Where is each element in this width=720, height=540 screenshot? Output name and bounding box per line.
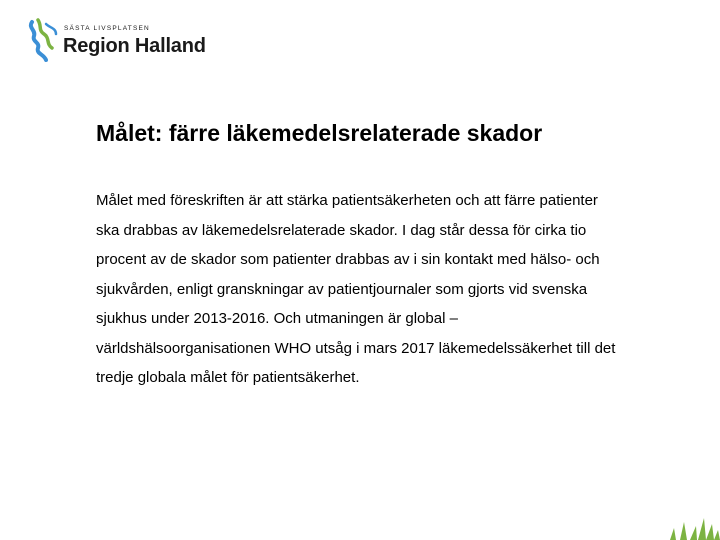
- region-halland-logo: [26, 18, 206, 66]
- slide-title: Målet: färre läkemedelsrelaterade skador: [96, 120, 543, 146]
- body-line: procent av de skador som patienter drabbas av i sin kontakt med hälso- och: [96, 251, 600, 268]
- grass-decoration-icon: [660, 500, 720, 540]
- body-line: ska drabbas av läkemedelsrelaterade skador. I dag står dessa för cirka tio: [96, 221, 587, 239]
- logo-name: Region Halland: [63, 35, 206, 57]
- body-line: Målet med föreskriften är att stärka patientsäkerheten och att färre patienter: [96, 192, 598, 209]
- region-halland-logo-icon: [26, 18, 62, 62]
- body-line: tredje globala målet för patientsäkerhet.: [96, 369, 360, 386]
- body-line: sjukhus under 2013-2016. Och utmaningen är global –: [96, 310, 458, 327]
- slide-body: [96, 186, 676, 393]
- body-line: världshälsoorganisationen WHO utsåg i mars 2017 läkemedelssäkerhet till det: [96, 339, 616, 357]
- logo-tagline: SÄSTA LIVSPLATSEN: [64, 25, 150, 32]
- body-line: sjukvården, enligt granskningar av patientjournaler som gjorts vid svenska: [96, 280, 588, 298]
